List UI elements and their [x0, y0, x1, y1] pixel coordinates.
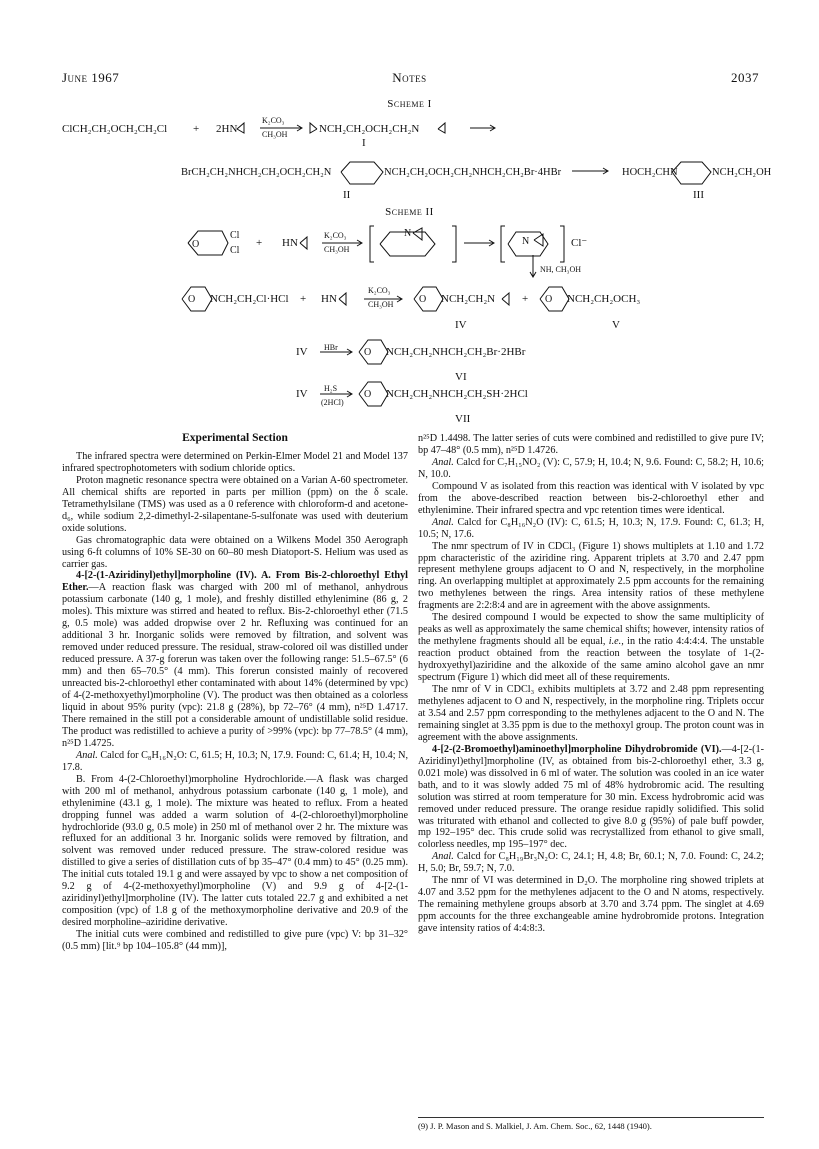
running-header-section: Notes — [392, 70, 427, 85]
s2-hbr: HBr — [324, 343, 338, 352]
s1-compound-III-right: NCH₂CH₂OH — [712, 167, 772, 178]
s2-iv-row3: IV — [296, 346, 308, 358]
s2-bracket2-left — [501, 226, 505, 262]
s1-reagent-top: K₂CO₃ — [262, 116, 285, 125]
s2-v-o: O — [545, 294, 553, 305]
s2-bracket2-right — [560, 226, 564, 262]
paragraph — [418, 612, 764, 684]
paragraph — [62, 774, 408, 929]
paragraph — [62, 570, 408, 749]
paragraph: The nmr of VI was determined in D₂O. The morpholine ring showed triplets at 4.07 and 3.52 ppm for the methylenes adjacent to the O and N atoms, respectively. The remaining methylene groups absorb at 3.70 and 3.74 ppm. The singlet at 4.69 ppm accounts for the three exchangeable amine hydrobromide protons. Integration gave intensity ratios of 4:4:8:3. — [418, 875, 764, 935]
paragraph-text: —A reaction flask was charged with 200 ml of methanol, anhydrous potassium carbonate (140 g, 1 mole), and freshly distilled ethylenimine (86 g, 2 moles). This mixture was stirred and heated to reflux. Bis-2-chloroethyl ether (71.5 g, 0.5 mole) was added dropwise over 2 hr. Refluxing was continued for an additional 3 hr. Inorganic solids were removed by filtration, and solvent was removed under reduced pressure. The residual, straw-colored oil was distilled under reduced pressure. A 37-g forerun was taken over the following range: 51.5–67.5° (6 mm) and then 65–70.5° (4 mm). This forerun consisted mainly of recovered unreacted bis-2-chloroethyl ether contaminated with about 14% (determined by vpc) of 4-(2-methoxyethyl)morpholine (V). The product was then obtained as a colorless liquid in about 95% purity (vpc): 21.8 g (28%), bp 72–76° (4 mm), n²⁵D 1.4717. There remained in the still pot a considerable amount of undistillable solid residue. The product was redistilled to achieve a purity of >99% (vpc): bp 77–78.5° (4 mm), n²⁵D 1.4725. — [62, 582, 408, 749]
s2-start2: NCH₂CH₂Cl·HCl — [210, 293, 289, 305]
reaction-schemes — [0, 95, 819, 425]
s2-label-v: V — [612, 319, 620, 331]
s1-reagent-bottom: CH₃OH — [262, 130, 288, 139]
s2-down-reagent: NH, CH₃OH — [540, 265, 582, 274]
s2-product-vi: NCH₂CH₂NHCH₂CH₂Br·2HBr — [386, 346, 526, 358]
s1-product-azir-right — [438, 123, 445, 133]
left-column — [62, 433, 408, 953]
right-column — [418, 433, 764, 935]
paragraph-text: in the ratio 4:4:4:4. The unstable reaction product obtained from the reaction between the tosylate of 1-(2-hydroxyethyl)aziridine and the alkoxide of the same amino alcohol gave an nmr spectrum (Figure 1) which did meet all of these requirements. — [418, 636, 764, 684]
s2-ring-o: O — [192, 239, 200, 250]
footnote: (9) J. P. Mason and S. Malkiel, J. Am. Chem. Soc., 62, 1448 (1940). — [418, 1117, 764, 1131]
scheme-2-title: Scheme II — [385, 206, 434, 218]
paragraph: The initial cuts were combined and redistilled to give pure (vpc) V: bp 31–32° (0.5 mm) [lit.⁹ bp 104–105.8° (44 mm)], — [62, 929, 408, 953]
s1-reactant-left: ClCH₂CH₂OCH₂CH₂Cl — [62, 123, 168, 135]
paragraph — [418, 457, 764, 481]
paragraph-text: The desired compound I would be expected to show the same multiplicity of peaks as well as approximately the same chemical shifts; however, intensity ratios of the methylene fragments should all be equal, — [418, 612, 764, 648]
s2-product-iv: NCH₂CH₂N — [441, 293, 496, 305]
s2-label-iv: IV — [455, 319, 467, 331]
subsection-heading: B. From 4-(2-Chloroethyl)morpholine Hydrochloride. — [76, 773, 307, 785]
s2-product-v: NCH₂CH₂OCH₃ — [567, 293, 641, 305]
s1-label-III: III — [693, 189, 704, 201]
s1-label-I: I — [362, 137, 366, 149]
s2-reagent-top: K₂CO₃ — [324, 231, 347, 240]
s2-reagent2-top: K₂CO₃ — [368, 286, 391, 295]
paragraph: Gas chromatographic data were obtained on a Wilkens Model 350 Aerograph using 6-ft columns of 10% SE-30 on 60–80 mesh Diatoport-S. Helium was used as carrier gas. — [62, 534, 408, 570]
paragraph: The nmr of V in CDCl₃ exhibits multiplets at 3.72 and 2.48 ppm representing methylenes adjacent to O and N, respectively, in the morpholine ring. Triplets occur at 3.54 and 2.57 ppm corresponding to the methylenes adjacent to the O and N. The remaining singlet at 3.35 ppm is due to the methoxyl group. The proton count was in agreement with the above assignments. — [418, 684, 764, 743]
s2-iv-row4: IV — [296, 388, 308, 400]
s1-label-II: II — [343, 189, 351, 201]
s2-row2-o: O — [188, 294, 196, 305]
s2-hn: HN — [282, 237, 298, 249]
anal-label: Anal. — [432, 516, 454, 528]
s2-chloride: Cl⁻ — [571, 237, 588, 249]
s2-hn-2: HN — [321, 293, 337, 305]
s1-compound-III-left: HOCH₂CHN — [622, 167, 678, 178]
s2-plus-3: + — [522, 293, 529, 305]
s1-reactant-right: 2HN — [216, 123, 238, 135]
paragraph: Proton magnetic resonance spectra were obtained on a Varian A-60 spectrometer. All chemical shifts are reported in parts per million (ppm) on the δ scale. Tetramethylsilane (TMS) was used as a 0 reference with chloroform-d and acetone-d₆, while sodium 2,2-dimethyl-2-silapentane-5-sulfonate was used with deuterium oxide solutions. — [62, 474, 408, 534]
subsection-heading: 4-[2-(1-Aziridinyl)ethyl]morpholine (IV). A. From Bis-2-chloroethyl Ethyl Ether. — [62, 570, 408, 594]
s2-hn2-azir — [339, 293, 346, 305]
s2-reagent2-bottom: CH₃OH — [368, 300, 394, 309]
paragraph — [62, 750, 408, 774]
ie-text: i.e., — [608, 636, 624, 648]
s2-aziridinium-n: N — [404, 228, 412, 239]
page-number: 2037 — [731, 70, 759, 85]
s2-plus-1: + — [256, 237, 263, 249]
s2-vii-o: O — [364, 389, 372, 400]
paragraph: Compound V as isolated from this reaction was identical with V isolated by vpc from the above-described reaction between bis-2-chloroethyl ether and ethylenimine. Their infrared spectra and vpc retention times were identical. — [418, 480, 764, 516]
s2-bracket-right — [452, 226, 456, 262]
s2-h2s-bottom: (2HCl) — [321, 398, 344, 407]
s2-aziridinium-azir — [413, 228, 422, 240]
s1-compound-II-left: BrCH₂CH₂NHCH₂CH₂OCH₂CH₂N — [181, 167, 332, 178]
section-heading: Experimental Section — [182, 432, 288, 444]
s2-cl1: Cl — [230, 230, 240, 241]
paragraph: n²⁵D 1.4498. The latter series of cuts were combined and redistilled to give pure IV; bp 47–48° (0.5 mm), n²⁵D 1.4726. — [418, 433, 764, 456]
running-header-date: June 1967 — [62, 70, 120, 85]
s2-cl2: Cl — [230, 245, 240, 256]
paragraph-text: Calcd for C₈H₁₉Br₃N₂O: C, 24.1; H, 4.8; Br, 60.1; N, 7.0. Found: C, 24.2; H, 5.0; Br, 59.7; N, 7.0. — [418, 851, 764, 875]
s1-compound-II-right: NCH₂CH₂OCH₂CH₂NHCH₂CH₂Br·4HBr — [384, 167, 562, 178]
s1-plus: + — [193, 123, 200, 135]
paragraph-text: Calcd for C₈H₁₆N₂O (IV): C, 61.5; H, 10.3; N, 17.9. Found: C, 61.3; H, 10.5; N, 17.6. — [418, 516, 764, 540]
paragraph — [418, 517, 764, 541]
s1-piperazine-ring-III — [672, 162, 711, 184]
s1-product-I: NCH₂CH₂OCH₂CH₂N — [319, 123, 420, 135]
s2-h2s-top: H₂S — [324, 384, 338, 393]
paragraph — [418, 744, 764, 852]
s2-label-vii: VII — [455, 413, 471, 425]
s2-reagent-bottom: CH₃OH — [324, 245, 350, 254]
s2-spiro-azir — [534, 234, 543, 246]
paragraph-text: Calcd for C₇H₁₅NO₂ (V): C, 57.9; H, 10.4; N, 9.6. Found: C, 58.2; H, 10.6; N, 10.0. — [418, 456, 764, 480]
anal-label: Anal. — [76, 749, 98, 761]
paragraph: The infrared spectra were determined on Perkin-Elmer Model 21 and Model 137 infrared spectrophotometers with sodium chloride optics. — [62, 450, 408, 474]
paragraph — [418, 851, 764, 875]
s2-hn-azir — [300, 237, 307, 249]
s2-plus-2: + — [300, 293, 307, 305]
subsection-heading: 4-[2-(2-Bromoethyl)aminoethyl]morpholine Dihydrobromide (VI). — [432, 743, 722, 755]
s2-iv-azir — [502, 293, 509, 305]
s1-piperazine-ring-II — [341, 162, 383, 184]
s2-label-vi: VI — [455, 371, 467, 383]
paragraph-text: —A flask was charged with 200 ml of methanol, anhydrous potassium carbonate (140 g, 1 mole), and ethylenimine (43.1 g, 1 mole). The mixture was heated to reflux. From a heated dropping funnel was added a warm solution of 4-(2-chloroethyl)morpholine hydrochloride (93.0 g, 0.5 mole) in 250 ml of methanol over 2 hr. The mixture was refluxed for an additional 3 hr. Inorganic solids were removed by filtration, and solvent was removed under reduced pressure. The straw-colored residue was distilled to give a series of distillation cuts of bp 35–47° (0.4 mm) to 45° (0.25 mm). The initial cuts totaled 19.1 g and were assayed by vpc to show a net composition of 9.2 g of 4-(2-methoxyethyl)morpholine (V) and 9.9 g of 4-[2-(1-aziridinyl)ethyl]morpholine (IV). The latter cuts totaled 22.7 g and exhibited a net composition (vpc) of 1.8 g of the methoxymorpholine derivative and 20.9 of the desired morpholine–aziridine derivative. — [62, 773, 408, 929]
scheme-1-title: Scheme I — [387, 98, 432, 110]
s2-iv-o: O — [419, 294, 427, 305]
s2-row2-ring — [182, 287, 212, 311]
paragraph: The nmr spectrum of IV in CDCl₃ (Figure 1) shows multiplets at 1.10 and 1.72 ppm characteristic of the aziridine ring. Apparent triplets at 3.70 and 2.47 ppm represent methylene groups adjacent to O and N, respectively, in the morpholine ring. An overlapping multiplet at approximately 2.5 ppm accounts for the remaining two methylenes between the rings. Area intensity ratios of these methylene fragments are 2:2:8:4 and are in agreement with the above assignments. — [418, 540, 764, 612]
s2-vi-o: O — [364, 347, 372, 358]
s1-product-azir-left — [310, 123, 317, 133]
paragraph-text: Calcd for C₈H₁₆N₂O: C, 61.5; H, 10.3; N, 17.9. Found: C, 61.4; H, 10.4; N, 17.8. — [62, 749, 408, 773]
paragraph-text: —4-[2-(1-Aziridinyl)ethyl]morpholine (IV, as obtained from bis-2-chloroethyl ether, 3.3 g, 0.021 mole) was dissolved in 6 ml of water. The solution was cooled in an ice water bath, and to it was slowly added 75 ml of 48% hydrobromic acid. The resulting solution was stirred at room temperature for 30 min. Excess hydrobromic acid was removed under reduced pressure. The orange residue rapidly solidified. This solid was triturated with ethanol and collected to give 8.0 g (95%) of pale buff powder, mp 192–195° dec. This crude solid was recrystallized from ethanol to give small, colorless needles, mp 195–197° dec. — [418, 743, 764, 851]
anal-label: Anal. — [432, 456, 454, 468]
s2-bracket-left — [370, 226, 374, 262]
s2-product-vii: NCH₂CH₂NHCH₂CH₂SH·2HCl — [386, 388, 528, 400]
anal-label: Anal. — [432, 851, 454, 863]
s1-aziridine-ring — [237, 123, 244, 133]
s2-azir2-n: N — [522, 236, 530, 247]
